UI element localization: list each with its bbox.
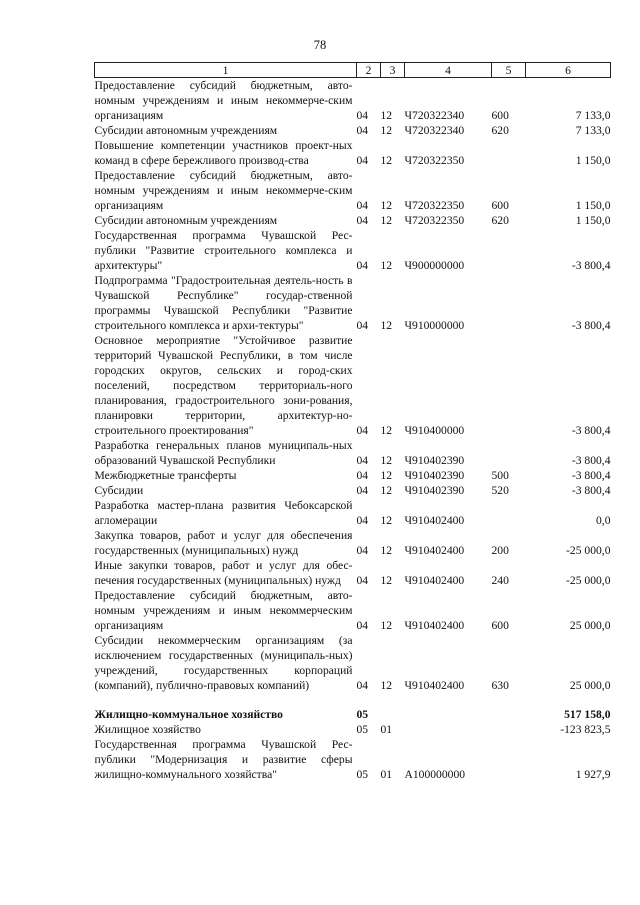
expense-type-code bbox=[492, 737, 526, 782]
amount: 7 133,0 bbox=[575, 124, 611, 137]
table-row bbox=[95, 213, 611, 228]
amount: 1 150,0 bbox=[575, 214, 611, 227]
amount: -3 800,4 bbox=[571, 484, 611, 497]
expense-type-code: 630 bbox=[491, 679, 509, 692]
amount: 25 000,0 bbox=[569, 619, 611, 632]
expense-type-code: 240 bbox=[491, 574, 509, 587]
row-name: Разработка мастер-плана развития Чебоксарской агломерации bbox=[94, 499, 353, 527]
target-article-code: Ч910000000 bbox=[404, 319, 465, 332]
subsection-code: 12 bbox=[380, 514, 393, 527]
target-article-code: Ч900000000 bbox=[404, 259, 465, 272]
amount: -123 823,5 bbox=[560, 723, 611, 736]
table-row bbox=[95, 333, 611, 438]
section-code: 05 bbox=[356, 708, 369, 721]
section-code: 04 bbox=[356, 619, 369, 632]
table-row bbox=[95, 168, 611, 213]
expense-type-code: 520 bbox=[491, 484, 509, 497]
amount: -3 800,4 bbox=[571, 454, 611, 467]
page-number: 78 bbox=[313, 38, 327, 52]
table-row bbox=[95, 483, 611, 498]
section-code: 04 bbox=[356, 469, 369, 482]
table-row bbox=[95, 498, 611, 528]
amount: -3 800,4 bbox=[571, 259, 611, 272]
target-article-code: Ч910402400 bbox=[404, 514, 465, 527]
table-body bbox=[95, 78, 611, 783]
table-row bbox=[95, 707, 611, 722]
target-article-code: Ч910402400 bbox=[404, 679, 465, 692]
section-code: 04 bbox=[356, 484, 369, 497]
expense-type-code: 600 bbox=[491, 619, 509, 632]
header-row bbox=[95, 63, 611, 78]
expense-type-code bbox=[492, 273, 526, 333]
target-article-code: Ч720322350 bbox=[404, 154, 465, 167]
target-article-code: Ч720322340 bbox=[404, 109, 465, 122]
expense-type-code bbox=[492, 707, 526, 722]
target-article-code: Ч910402390 bbox=[404, 454, 465, 467]
row-name: Субсидии автономным учреждениям bbox=[94, 214, 278, 227]
subsection-code: 01 bbox=[380, 768, 393, 781]
amount: -3 800,4 bbox=[571, 469, 611, 482]
section-code: 04 bbox=[356, 514, 369, 527]
subsection-code: 12 bbox=[380, 154, 393, 167]
column-header: 2 bbox=[357, 63, 381, 78]
target-article-code: Ч910402400 bbox=[404, 619, 465, 632]
subsection-code: 12 bbox=[380, 214, 393, 227]
amount: 7 133,0 bbox=[575, 109, 611, 122]
expense-type-code: 500 bbox=[491, 469, 509, 482]
table-row bbox=[95, 737, 611, 782]
table-row bbox=[95, 138, 611, 168]
amount: 1 150,0 bbox=[575, 154, 611, 167]
table-row bbox=[95, 722, 611, 737]
budget-table bbox=[94, 62, 611, 782]
target-article-code: Ч910402390 bbox=[404, 484, 465, 497]
expense-type-code: 200 bbox=[491, 544, 509, 557]
row-name: Субсидии некоммерческим организациям (за исключением государственных (муниципаль-ных) учреждений, государственных корпораций (компаний), публично-правовых компаний) bbox=[94, 634, 353, 692]
target-article-code: Ч910402400 bbox=[404, 574, 465, 587]
row-name: Повышение компетенции участников проект-ных команд в сфере бережливого производ-ства bbox=[94, 139, 353, 167]
amount: -25 000,0 bbox=[566, 544, 611, 557]
amount: 25 000,0 bbox=[569, 679, 611, 692]
subsection-code: 12 bbox=[380, 124, 393, 137]
amount: -3 800,4 bbox=[571, 424, 611, 437]
column-header: 5 bbox=[492, 63, 526, 78]
section-code: 04 bbox=[356, 679, 369, 692]
row-name: Субсидии автономным учреждениям bbox=[94, 124, 278, 137]
row-name: Государственная программа Чувашской Рес-публики "Модернизация и развитие сферы жилищно-коммунального хозяйства" bbox=[94, 738, 353, 781]
target-article-code bbox=[405, 722, 492, 737]
row-name: Субсидии bbox=[94, 484, 144, 497]
table-row bbox=[95, 468, 611, 483]
table-row bbox=[95, 528, 611, 558]
table-row bbox=[95, 588, 611, 633]
target-article-code: Ч720322350 bbox=[404, 214, 465, 227]
target-article-code bbox=[405, 707, 492, 722]
subsection-code: 12 bbox=[380, 544, 393, 557]
row-name: Подпрограмма "Градостроительная деятель-ность в Чувашской Республике" государ-ственной программы Чувашской Республики "Развитие строительного комплекса и архи-тектуры" bbox=[94, 274, 353, 332]
section-code: 04 bbox=[356, 424, 369, 437]
amount: -25 000,0 bbox=[566, 574, 611, 587]
expense-type-code bbox=[492, 722, 526, 737]
subsection-code: 12 bbox=[380, 109, 393, 122]
table-row bbox=[95, 693, 611, 707]
table-row bbox=[95, 438, 611, 468]
section-code: 04 bbox=[356, 454, 369, 467]
subsection-code: 12 bbox=[380, 469, 393, 482]
row-name: Предоставление субсидий бюджетным, авто-номным учреждениям и иным некоммерче-ским организациям bbox=[94, 169, 353, 212]
section-code: 04 bbox=[356, 214, 369, 227]
subsection-code: 12 bbox=[380, 619, 393, 632]
target-article-code: Ч720322340 bbox=[404, 124, 465, 137]
expense-type-code bbox=[492, 498, 526, 528]
subsection-code: 12 bbox=[380, 679, 393, 692]
section-code: 04 bbox=[356, 109, 369, 122]
amount: 1 927,9 bbox=[575, 768, 611, 781]
amount: 0,0 bbox=[596, 514, 611, 527]
expense-type-code: 620 bbox=[491, 124, 509, 137]
subsection-code: 01 bbox=[380, 723, 393, 736]
section-code: 04 bbox=[356, 199, 369, 212]
column-header: 4 bbox=[405, 63, 492, 78]
subsection-code: 12 bbox=[380, 259, 393, 272]
subsection-code: 12 bbox=[380, 454, 393, 467]
column-header: 3 bbox=[381, 63, 405, 78]
section-code: 04 bbox=[356, 574, 369, 587]
section-code: 04 bbox=[356, 259, 369, 272]
target-article-code: Ч910400000 bbox=[404, 424, 465, 437]
target-article-code: Ч910402390 bbox=[404, 469, 465, 482]
expense-type-code: 600 bbox=[491, 109, 509, 122]
expense-type-code: 620 bbox=[491, 214, 509, 227]
expense-type-code bbox=[492, 138, 526, 168]
table-row bbox=[95, 558, 611, 588]
row-name: Основное мероприятие "Устойчивое развитие территорий Чувашской Республики, в том числе городских округов, сельских и город-ских поселений, посредством территориаль-ного планирования, градостроительного зони-рования, планировки территории, архитектур-но-строительного проектирования" bbox=[94, 334, 353, 437]
row-name: Межбюджетные трансферты bbox=[94, 469, 237, 482]
spacer-cell bbox=[95, 693, 611, 707]
section-code: 04 bbox=[356, 154, 369, 167]
section-code: 04 bbox=[356, 124, 369, 137]
expense-type-code: 600 bbox=[491, 199, 509, 212]
subsection-code bbox=[381, 707, 405, 722]
subsection-code: 12 bbox=[380, 319, 393, 332]
subsection-code: 12 bbox=[380, 574, 393, 587]
row-name: Предоставление субсидий бюджетным, авто-номным учреждениям и иным некоммерческим организациям bbox=[94, 589, 353, 632]
amount: 1 150,0 bbox=[575, 199, 611, 212]
section-code: 05 bbox=[356, 723, 369, 736]
column-header: 1 bbox=[95, 63, 357, 78]
subsection-code: 12 bbox=[380, 199, 393, 212]
expense-type-code bbox=[492, 333, 526, 438]
amount: -3 800,4 bbox=[571, 319, 611, 332]
table-row bbox=[95, 633, 611, 693]
table-row bbox=[95, 273, 611, 333]
target-article-code: А100000000 bbox=[404, 768, 466, 781]
expense-type-code bbox=[492, 228, 526, 273]
row-name: Жилищное хозяйство bbox=[94, 723, 201, 736]
row-name: Закупка товаров, работ и услуг для обеспечения государственных (муниципальных) нужд bbox=[94, 529, 353, 557]
column-header: 6 bbox=[526, 63, 611, 78]
target-article-code: Ч720322350 bbox=[404, 199, 465, 212]
section-code: 04 bbox=[356, 544, 369, 557]
table-row bbox=[95, 78, 611, 124]
row-name: Государственная программа Чувашской Рес-публики "Развитие строительного комплекса и архитектуры" bbox=[94, 229, 353, 272]
row-name: Жилищно-коммунальное хозяйство bbox=[94, 708, 283, 721]
section-code: 04 bbox=[356, 319, 369, 332]
row-name: Иные закупки товаров, работ и услуг для обес-печения государственных (муниципальных) нужд bbox=[94, 559, 353, 587]
table-row bbox=[95, 228, 611, 273]
subsection-code: 12 bbox=[380, 484, 393, 497]
table-row bbox=[95, 123, 611, 138]
subsection-code: 12 bbox=[380, 424, 393, 437]
target-article-code: Ч910402400 bbox=[404, 544, 465, 557]
row-name: Предоставление субсидий бюджетным, авто-номным учреждениям и иным некоммерче-ским организациям bbox=[94, 79, 353, 122]
row-name: Разработка генеральных планов муниципаль-ных образований Чувашской Республики bbox=[94, 439, 353, 467]
expense-type-code bbox=[492, 438, 526, 468]
section-code: 05 bbox=[356, 768, 369, 781]
amount: 517 158,0 bbox=[564, 708, 611, 721]
